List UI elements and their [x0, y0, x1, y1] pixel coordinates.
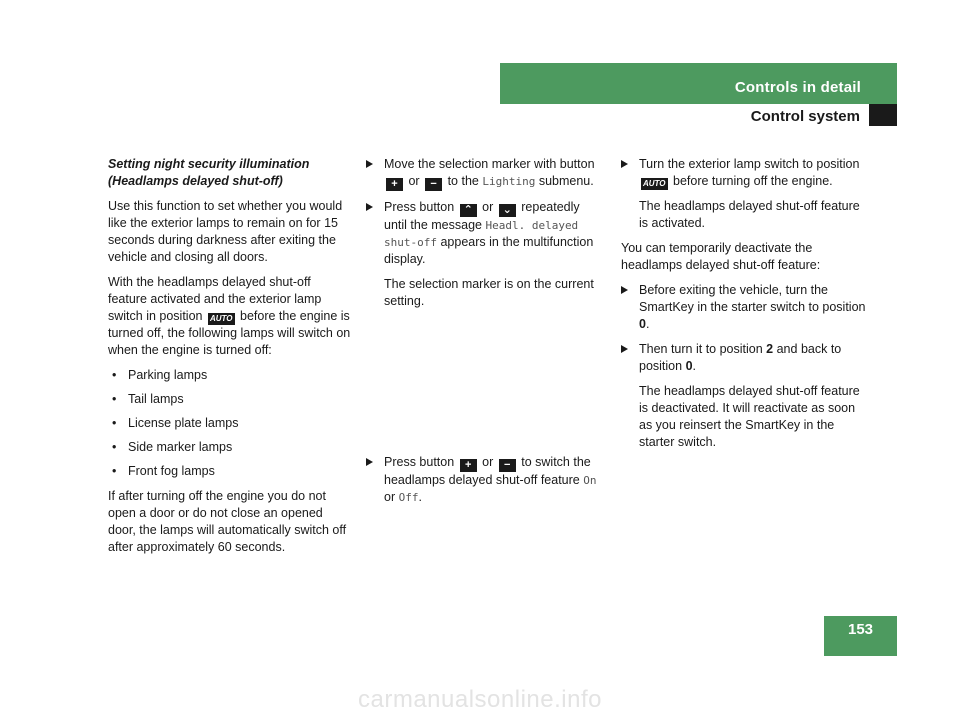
header-marker [869, 104, 897, 126]
step-arrow-icon [366, 160, 373, 168]
watermark: carmanualsonline.info [358, 686, 602, 713]
lamp-list [108, 367, 351, 480]
step-turn-switch [621, 156, 866, 190]
column-3 [621, 156, 866, 459]
up-arrow-key-icon: ⌃ [460, 204, 477, 217]
subsection-title: Control system [750, 108, 860, 125]
step-select-submenu [366, 156, 606, 191]
step-arrow-icon [621, 286, 628, 294]
column-2 [366, 156, 606, 514]
or-text: or [482, 200, 494, 214]
page-number: 153 [847, 621, 874, 638]
period: . [645, 317, 650, 331]
step-text: repeatedly until the message [384, 200, 580, 232]
lamp-label: Side marker lamps [128, 440, 233, 454]
bullet: • [112, 392, 117, 406]
step-position-2 [621, 341, 866, 375]
bullet: • [112, 416, 117, 430]
down-arrow-key-icon: ⌄ [499, 204, 516, 217]
header-band [500, 63, 897, 104]
plus-key-icon: + [386, 178, 403, 191]
position-0: 0 [639, 317, 646, 331]
step-text: appears in the multifunction display. [384, 235, 594, 266]
lamp-label: Parking lamps [128, 368, 208, 382]
period: . [418, 490, 422, 504]
step-text: and back to position [639, 342, 842, 373]
deactivate-intro: You can temporarily deactivate the headlamps delayed shut-off feature: [621, 241, 821, 272]
lamp-label: Front fog lamps [128, 464, 215, 478]
auto-position-icon: AUTO [209, 314, 233, 323]
list-item [108, 415, 351, 432]
spacer [366, 318, 606, 454]
auto-position-icon: AUTO [643, 179, 666, 188]
step-text: Then turn it to position [639, 342, 763, 356]
section-title: Controls in detail [734, 79, 861, 96]
step-smartkey-0 [621, 282, 866, 333]
deactivated-note: The headlamps delayed shut-off feature is deactivated. It will reactivate as soon as you reinsert the SmartKey in the starter switch. [639, 384, 860, 449]
list-item [108, 391, 351, 408]
lamp-label: License plate lamps [128, 416, 239, 430]
bullet: • [112, 464, 117, 478]
bullet: • [112, 440, 117, 454]
step-arrow-icon [621, 160, 628, 168]
period: . [692, 359, 697, 373]
minus-key-icon: − [425, 178, 442, 191]
step-select-message [366, 199, 606, 268]
selection-note: The selection marker is on the current setting. [384, 277, 594, 308]
lamp-label: Tail lamps [128, 392, 184, 406]
or-text: or [408, 174, 420, 188]
bullet: • [112, 368, 117, 382]
step-arrow-icon [366, 203, 373, 211]
position-2: 2 [766, 342, 774, 356]
step-arrow-icon [366, 458, 373, 466]
display-text-headl: Headl. delayed shut-off [384, 219, 579, 249]
minus-key-icon: − [499, 459, 516, 472]
display-text-lighting: Lighting [482, 175, 536, 188]
step-text: Before exiting the vehicle, turn the SmartKey in the starter switch to position [639, 283, 866, 314]
list-item [108, 367, 351, 384]
column-1 [108, 156, 351, 564]
activation-paragraph [108, 274, 351, 359]
step-text: to the [447, 174, 479, 188]
list-item [108, 439, 351, 456]
step-text: Press button [384, 200, 455, 214]
step-arrow-icon [621, 345, 628, 353]
intro-paragraph: Use this function to set whether you would like the exterior lamps to remain on for 15 seconds during darkness after exiting the vehicle and closing all doors. [108, 199, 343, 264]
step-switch-feature [366, 454, 606, 506]
list-item [108, 463, 351, 480]
step-text: before turning off the engine. [673, 174, 833, 188]
step-text: to switch the headlamps delayed shut-off feature [384, 455, 591, 487]
step-text: submenu. [538, 174, 594, 188]
page-number-box [824, 616, 897, 656]
step-text: Move the selection marker with button [384, 157, 595, 171]
position-0: 0 [685, 359, 693, 373]
step-text: Turn the exterior lamp switch to position [639, 157, 860, 171]
activation-text-a: With the headlamps delayed shut-off feature activated and the exterior lamp switch in position [108, 275, 322, 323]
plus-key-icon: + [460, 459, 477, 472]
activation-text-b: before the engine is turned off, the following lamps will switch on when the engine is turned off: [108, 309, 351, 357]
section-heading: Setting night security illumination (Headlamps delayed shut-off) [108, 157, 310, 188]
or-text: or [384, 490, 396, 504]
auto-off-paragraph: If after turning off the engine you do not open a door or do not close an opened door, the lamps will automatically switch off after approximately 60 seconds. [108, 489, 347, 554]
or-text: or [482, 455, 494, 469]
step-text: Press button [384, 455, 455, 469]
display-text-on: On [583, 474, 597, 487]
display-text-off: Off [398, 491, 419, 504]
activated-note: The headlamps delayed shut-off feature is activated. [639, 199, 860, 230]
